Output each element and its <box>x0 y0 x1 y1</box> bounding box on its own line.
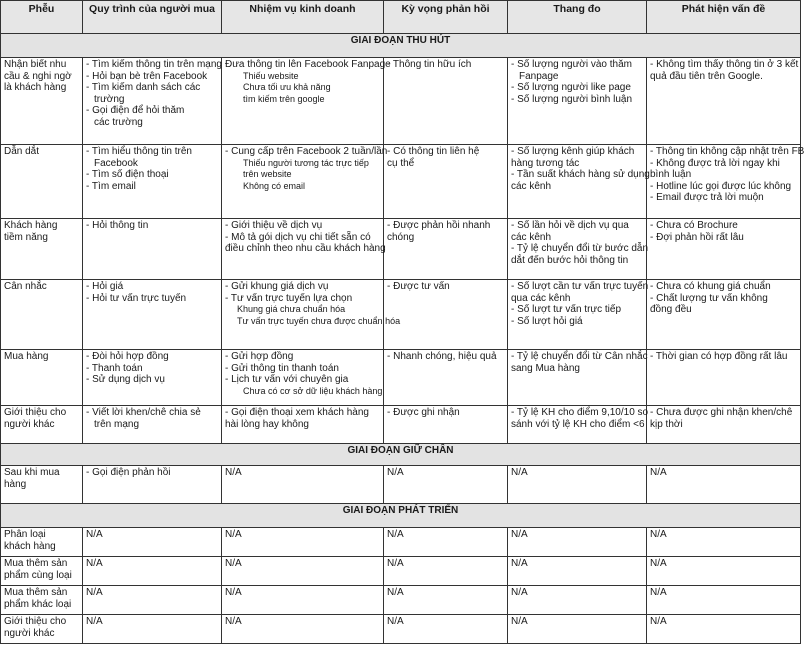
cell-line: đồng đều <box>650 304 692 316</box>
business-task-cell <box>222 528 384 557</box>
cell-line: N/A <box>650 587 667 598</box>
cell-line: Facebook <box>94 157 138 169</box>
cell-line: Đưa thông tin lên Facebook Fanpage <box>225 59 391 70</box>
funnel-cell <box>1 145 83 219</box>
funnel-cell <box>1 528 83 557</box>
cell-line: - Đợi phản hồi rất lâu <box>650 231 744 243</box>
issue-cell <box>647 528 801 557</box>
buyer-process-cell <box>83 557 222 586</box>
business-task-cell <box>222 58 391 145</box>
cell-line: N/A <box>511 558 528 569</box>
cell-line: - Tìm số điện thoại <box>86 169 169 181</box>
cell-line: Nhận biết nhu <box>4 59 67 70</box>
cell-line: - Cung cấp trên Facebook 2 tuần/lần <box>225 146 388 157</box>
cell-line: N/A <box>387 558 404 569</box>
cell-line: N/A <box>86 529 103 540</box>
cell-line: - Lịch tư vấn với chuyên gia <box>225 374 349 386</box>
cell-line: N/A <box>86 616 103 627</box>
cell-line: - Nhanh chóng, hiệu quả <box>387 351 497 362</box>
cell-line: - Gửi thông tin thanh toán <box>225 362 339 374</box>
stage-title: GIAI ĐOẠN PHÁT TRIỂN <box>1 504 801 528</box>
cell-line: Thiếu website <box>243 70 299 81</box>
cell-line: cầu & nghi ngờ <box>4 70 72 82</box>
funnel-cell <box>1 557 83 586</box>
cell-line: Chưa tối ưu khả năng <box>243 82 331 93</box>
cell-line: sang Mua hàng <box>511 362 580 374</box>
cell-line: Fanpage <box>519 70 559 82</box>
cell-line: qua các kênh <box>511 292 571 304</box>
cell-line: N/A <box>511 529 528 540</box>
cell-line: - Tư vấn trực tuyến lựa chọn <box>225 292 353 304</box>
buyer-process-cell <box>83 350 222 406</box>
header-buyer-process: Quy trình của người mua <box>83 1 222 34</box>
cell-line: Giới thiệu cho <box>4 407 67 418</box>
scale-cell <box>508 350 647 406</box>
cell-line: điều chỉnh theo nhu cầu khách hàng <box>225 243 386 255</box>
cell-line: - Gửi hợp đồng <box>225 351 294 362</box>
cell-line: - Hỏi bạn bè trên Facebook <box>86 70 208 82</box>
cell-line: N/A <box>511 467 528 478</box>
table-row <box>1 586 801 615</box>
cell-line: - Tìm email <box>86 180 136 192</box>
cell-line: người khác <box>4 627 55 639</box>
cell-line: - Thông tin không cập nhật trên FB <box>650 146 804 157</box>
funnel-cell <box>1 615 83 644</box>
issue-cell <box>647 615 801 644</box>
issue-cell <box>647 406 801 444</box>
cell-line: - Được phản hồi nhanh <box>387 220 491 231</box>
cell-line: dắt đến bước hỏi thông tin <box>511 254 629 266</box>
issue-cell <box>647 58 801 145</box>
cell-line: tiềm năng <box>4 231 48 243</box>
cell-line: N/A <box>387 587 404 598</box>
cell-line: N/A <box>387 467 404 478</box>
cell-line: - Số lượng kênh giúp khách <box>511 146 635 157</box>
expected-feedback-cell <box>384 58 508 145</box>
cell-line: - Không tìm thấy thông tin ở 3 kết <box>650 59 799 70</box>
cell-line: Cân nhắc <box>4 281 47 292</box>
cell-line: - Gọi điện thoại xem khách hàng <box>225 407 369 418</box>
cell-line: - Email được trả lời muộn <box>650 192 764 204</box>
buyer-process-cell <box>83 219 222 280</box>
cell-line: tìm kiếm trên google <box>243 93 325 104</box>
cell-line: - Số lượng người like page <box>511 82 631 94</box>
cell-line: - Giới thiệu về dịch vụ <box>225 220 323 231</box>
cell-line: - Chưa có Brochure <box>650 220 738 231</box>
scale-cell <box>508 586 647 615</box>
table-row <box>1 58 801 145</box>
expected-feedback-cell <box>384 586 508 615</box>
cell-line: - Chưa được ghi nhận khen/chê <box>650 407 793 418</box>
cell-line: N/A <box>225 529 242 540</box>
table-row <box>1 528 801 557</box>
header-row <box>1 1 801 34</box>
cell-line: bình luận <box>650 169 692 181</box>
issue-cell <box>647 557 801 586</box>
cell-line: - Mô tả gói dịch vụ chi tiết sẵn có <box>225 231 371 243</box>
issue-cell <box>647 145 804 219</box>
cell-line: Dẫn dắt <box>4 146 40 157</box>
cell-line: - Số lượt tư vấn trực tiếp <box>511 304 622 316</box>
expected-feedback-cell <box>384 406 508 444</box>
cell-line: - Có thông tin liên hệ <box>387 146 480 157</box>
scale-cell <box>508 280 647 350</box>
expected-feedback-cell <box>384 466 508 504</box>
scale-cell <box>508 406 647 444</box>
cell-line: trường <box>94 93 125 105</box>
cell-line: - Được tư vấn <box>387 281 450 292</box>
business-task-cell <box>222 406 384 444</box>
cell-line: các kênh <box>511 180 552 192</box>
cell-line: - Tỷ lệ chuyển đổi từ bước dẫn <box>511 243 649 255</box>
scale-cell <box>508 557 647 586</box>
business-task-cell <box>222 219 384 280</box>
scale-cell <box>508 528 647 557</box>
cell-line: - Tỷ lệ KH cho điểm 9,10/10 so <box>511 407 649 418</box>
business-task-cell <box>222 280 401 350</box>
cell-line: - Tìm kiếm thông tin trên mạng <box>86 59 222 70</box>
cell-line: cụ thể <box>387 157 415 169</box>
cell-line: N/A <box>86 587 103 598</box>
cell-line: - Tần suất khách hàng sử dụng <box>511 169 650 181</box>
issue-cell <box>647 280 801 350</box>
scale-cell <box>508 615 647 644</box>
stage-row <box>1 34 801 58</box>
cell-line: - Đòi hỏi hợp đồng <box>86 351 169 362</box>
issue-cell <box>647 586 801 615</box>
cell-line: - Hỏi tư vấn trực tuyến <box>86 292 187 304</box>
cell-line: - Tìm kiếm danh sách các <box>86 82 201 94</box>
cell-line: - Số lượt cần tư vấn trực tuyến <box>511 281 649 292</box>
cell-line: N/A <box>650 616 667 627</box>
cell-line: các trường <box>94 116 143 128</box>
cell-line: kịp thời <box>650 418 683 430</box>
funnel-cell <box>1 58 83 145</box>
cell-line: Sau khi mua <box>4 467 60 478</box>
cell-line: N/A <box>511 616 528 627</box>
cell-line: - Hỏi thông tin <box>86 220 149 231</box>
cell-line: trên website <box>243 169 292 180</box>
issue-cell <box>647 219 801 280</box>
header-scale: Thang đo <box>508 1 647 34</box>
issue-cell <box>647 350 801 406</box>
header-expected-feedback: Kỳ vọng phản hồi <box>384 1 508 34</box>
cell-line: - Gọi điện để hỏi thăm <box>86 105 185 117</box>
cell-line: phẩm khác loại <box>4 598 72 610</box>
cell-line: Chưa có cơ sở dữ liệu khách hàng <box>243 385 383 396</box>
buyer-process-cell <box>83 615 222 644</box>
cell-line: - Gọi điện phản hồi <box>86 467 171 478</box>
business-task-cell <box>222 615 384 644</box>
cell-line: - Số lượng người bình luận <box>511 93 633 105</box>
stage-row <box>1 504 801 528</box>
cell-line: - Thời gian có hợp đồng rất lâu <box>650 351 788 362</box>
cell-line: - Viết lời khen/chê chia sẻ <box>86 407 201 418</box>
cell-line: - Thanh toán <box>86 362 143 374</box>
cell-line: N/A <box>225 587 242 598</box>
expected-feedback-cell <box>384 219 508 280</box>
cell-line: N/A <box>387 616 404 627</box>
table-row <box>1 280 801 350</box>
cell-line: Khung giá chưa chuẩn hóa <box>237 304 346 315</box>
cell-line: trên mạng <box>94 418 140 430</box>
buyer-process-cell <box>83 145 222 219</box>
cell-line: Tư vấn trực tuyến chưa được chuẩn hóa <box>237 315 401 326</box>
cell-line: Giới thiệu cho <box>4 616 67 627</box>
cell-line: Mua thêm sản <box>4 587 68 598</box>
cell-line: hàng <box>4 478 27 490</box>
funnel-cell <box>1 466 83 504</box>
header-business-task: Nhiệm vụ kinh doanh <box>222 1 384 34</box>
cell-line: sánh với tỷ lệ KH cho điểm <6 <box>511 418 645 430</box>
expected-feedback-cell <box>384 350 508 406</box>
cell-line: Thiếu người tương tác trực tiếp <box>243 157 369 168</box>
buyer-process-cell <box>83 280 222 350</box>
expected-feedback-cell <box>384 528 508 557</box>
table-row <box>1 406 801 444</box>
buyer-process-cell <box>83 466 222 504</box>
cell-line: - Tìm hiểu thông tin trên <box>86 146 192 157</box>
cell-line: - Số lượt hỏi giá <box>511 315 583 327</box>
scale-cell <box>508 145 650 219</box>
cell-line: - Hotline lúc gọi được lúc không <box>650 180 792 192</box>
expected-feedback-cell <box>384 615 508 644</box>
cell-line: N/A <box>650 558 667 569</box>
scale-cell <box>508 219 647 280</box>
cell-line: các kênh <box>511 231 552 243</box>
expected-feedback-cell <box>384 145 508 219</box>
funnel-cell <box>1 586 83 615</box>
cell-line: - Tỷ lệ chuyển đổi từ Cân nhắc <box>511 351 648 362</box>
buyer-process-cell <box>83 586 222 615</box>
table-row <box>1 466 801 504</box>
cell-line: - Gửi khung giá dịch vụ <box>225 281 329 292</box>
cell-line: N/A <box>511 587 528 598</box>
cell-line: quả đầu tiên trên Google. <box>650 70 763 82</box>
cell-line: Mua thêm sản <box>4 558 68 569</box>
cell-line: N/A <box>650 529 667 540</box>
funnel-cell <box>1 350 83 406</box>
cell-line: - Thông tin hữu ích <box>387 59 472 70</box>
cell-line: hài lòng hay không <box>225 418 309 430</box>
cell-line: - Hỏi giá <box>86 281 124 292</box>
cell-line: - Chất lượng tư vấn không <box>650 292 768 304</box>
buyer-process-cell <box>83 406 222 444</box>
cell-line: N/A <box>650 467 667 478</box>
expected-feedback-cell <box>384 557 508 586</box>
business-task-cell <box>222 350 384 406</box>
cell-line: phẩm cùng loại <box>4 569 72 581</box>
cell-line: người khác <box>4 418 55 430</box>
issue-cell <box>647 466 801 504</box>
cell-line: N/A <box>86 558 103 569</box>
cell-line: - Không được trả lời ngay khi <box>650 157 780 169</box>
cell-line: Khách hàng <box>4 220 58 231</box>
funnel-cell <box>1 280 83 350</box>
business-task-cell <box>222 466 384 504</box>
cell-line: là khách hàng <box>4 82 67 94</box>
cell-line: N/A <box>225 558 242 569</box>
buyer-process-cell <box>83 528 222 557</box>
expected-feedback-cell <box>384 280 508 350</box>
cell-line: Mua hàng <box>4 351 49 362</box>
cell-line: N/A <box>225 616 242 627</box>
business-task-cell <box>222 557 384 586</box>
cell-line: N/A <box>387 529 404 540</box>
table-row <box>1 557 801 586</box>
stage-title: GIAI ĐOẠN THU HÚT <box>1 34 801 58</box>
cell-line: - Được ghi nhận <box>387 407 460 418</box>
funnel-cell <box>1 219 83 280</box>
cell-line: - Chưa có khung giá chuẩn <box>650 281 771 292</box>
scale-cell <box>508 58 647 145</box>
cell-line: khách hàng <box>4 540 56 552</box>
cell-line: - Sử dụng dịch vụ <box>86 374 165 386</box>
table-row <box>1 350 801 406</box>
table-row <box>1 615 801 644</box>
business-task-cell <box>222 145 388 219</box>
cell-line: chóng <box>387 231 415 243</box>
cell-line: - Số lượng người vào thăm <box>511 59 633 70</box>
funnel-cell <box>1 406 83 444</box>
table-row <box>1 145 801 219</box>
stage-title: GIAI ĐOẠN GIỮ CHÂN <box>1 444 801 466</box>
buyer-process-cell <box>83 58 222 145</box>
table-body <box>1 34 804 644</box>
cell-line: hàng tương tác <box>511 157 580 169</box>
cell-line: Phân loại <box>4 529 46 540</box>
stage-row <box>1 444 801 466</box>
header-funnel: Phễu <box>1 1 83 34</box>
cell-line: - Số lần hỏi về dịch vụ qua <box>511 220 629 231</box>
business-task-cell <box>222 586 384 615</box>
cell-line: Không có email <box>243 180 306 191</box>
scale-cell <box>508 466 647 504</box>
cell-line: N/A <box>225 467 242 478</box>
table-row <box>1 219 801 280</box>
header-issues: Phát hiện vấn đề <box>647 1 801 34</box>
